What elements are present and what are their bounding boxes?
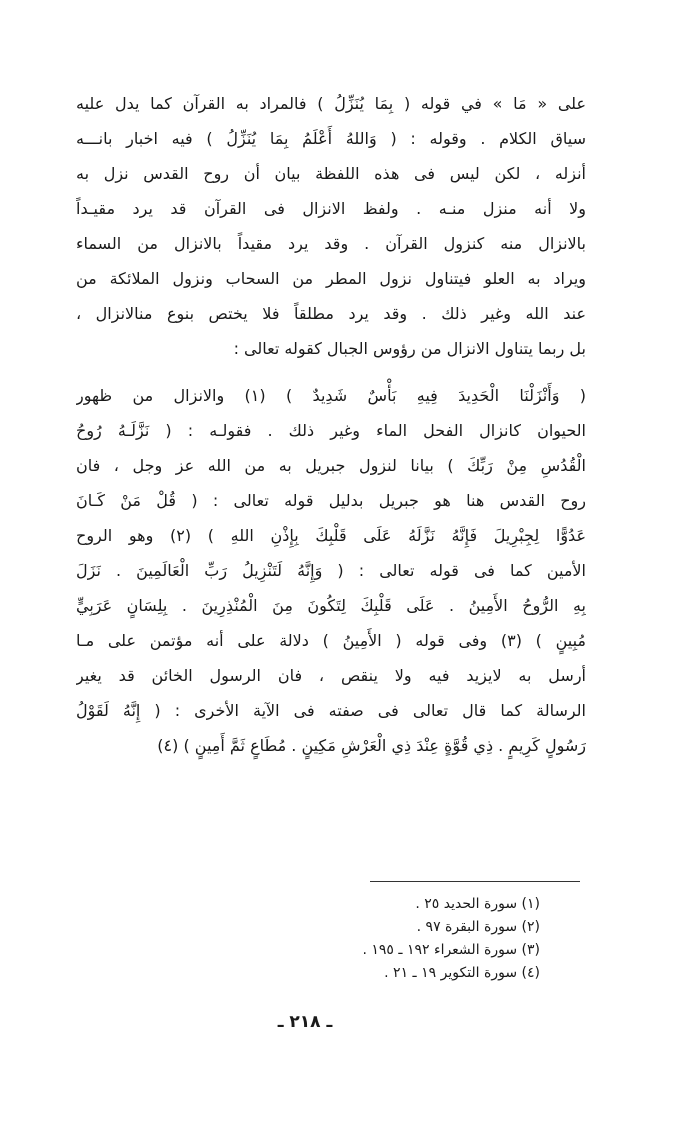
body-line: ( وَأَنْزَلْنَا الْحَدِيدَ فِيهِ بَأْسٌ شَدِيدٌ ) (١) والانزال من ظهور [76, 386, 586, 405]
body-line: بالانزال منه كنزول القرآن . وقد يرد مقيداً بالانزال من السماء [76, 234, 586, 253]
footnotes [200, 893, 540, 985]
body-line: روح القدس هنا هو جبريل بدليل قوله تعالى : ( قُلْ مَنْ كَـانَ [76, 491, 586, 510]
body-line: بل ربما يتناول الانزال من رؤوس الجبال كقوله تعالى : [233, 339, 586, 358]
body-line: رَسُولٍ كَرِيمٍ . ذِي قُوَّةٍ عِنْدَ ذِي الْعَرْشِ مَكِينٍ . مُطَاعٍ ثَمَّ أَمِينٍ ) (٤) [157, 736, 586, 755]
body-line: عند الله وغير ذلك . وقد يرد مطلقاً فلا يختص بنوع منالانزال ، [76, 304, 586, 323]
page-number: ـ ٢١٨ ـ [277, 1012, 333, 1032]
body-line: الرسالة كما قال تعالى فى صفته فى الآية الأخرى : ( إِنَّهُ لَقَوْلُ [76, 701, 586, 720]
body-line: بِهِ الرُّوحُ الأَمِينُ . عَلَى قَلْبِكَ لِتَكُونَ مِنَ الْمُنْذِرِينَ . بِلِسَانٍ عَرَبِيٍّ [76, 596, 586, 615]
footnote: (٤) سورة التكوير ١٩ ـ ٢١ . [384, 965, 540, 981]
body-line: أنزله ، لكن ليس فى هذه اللفظة بيان أن روح القدس نزل به [76, 164, 586, 183]
body-line: سياق الكلام . وقوله : ( وَاللهُ أَعْلَمُ بِمَا يُنَزِّلُ ) فيه اخبار بانـــه [76, 129, 586, 148]
footnote: (٣) سورة الشعراء ١٩٢ ـ ١٩٥ . [362, 942, 540, 958]
footnote-divider [370, 881, 580, 882]
body-line: ولا أنه منزل منـه . ولفظ الانزال فى القرآن قد يرد مقيـداً [76, 199, 586, 218]
body-line: أرسل به لايزيد فيه ولا ينقص ، فان الرسول الخائن قد يغير [76, 666, 586, 685]
body-line: ويراد به العلو فيتناول نزول المطر من السحاب ونزول الملائكة من [76, 269, 586, 288]
body-line: الأمين كما فى قوله تعالى : ( وَإِنَّهُ لَتَنْزِيلُ رَبِّ الْعَالَمِينَ . نَزَلَ [76, 561, 586, 580]
paragraph-gap [76, 366, 586, 378]
body-line: على « مَا » في قوله ( بِمَا يُنَزِّلُ ) فالمراد به القرآن كما يدل عليه [76, 94, 586, 113]
body-line: الْقُدُسِ مِنْ رَبِّكَ ) بيانا لنزول جبريل به من الله عز وجل ، فان [76, 456, 586, 475]
body-line: مُبِينٍ ) (٣) وفى قوله ( الأَمِينُ ) دلالة على أنه مؤتمن على مـا [76, 631, 586, 650]
footnote: (٢) سورة البقرة ٩٧ . [416, 919, 540, 935]
body-text [76, 86, 586, 763]
body-line: الحيوان كانزال الفحل الماء وغير ذلك . فقولـه : ( نَزَّلَـهُ رُوحُ [76, 421, 586, 440]
footnote: (١) سورة الحديد ٢٥ . [415, 896, 540, 912]
body-line: عَدُوًّا لِجِبْرِيلَ فَإِنَّهُ نَزَّلَهُ عَلَى قَلْبِكَ بِإِذْنِ اللهِ ) (٢) وهو الروح [76, 526, 586, 545]
